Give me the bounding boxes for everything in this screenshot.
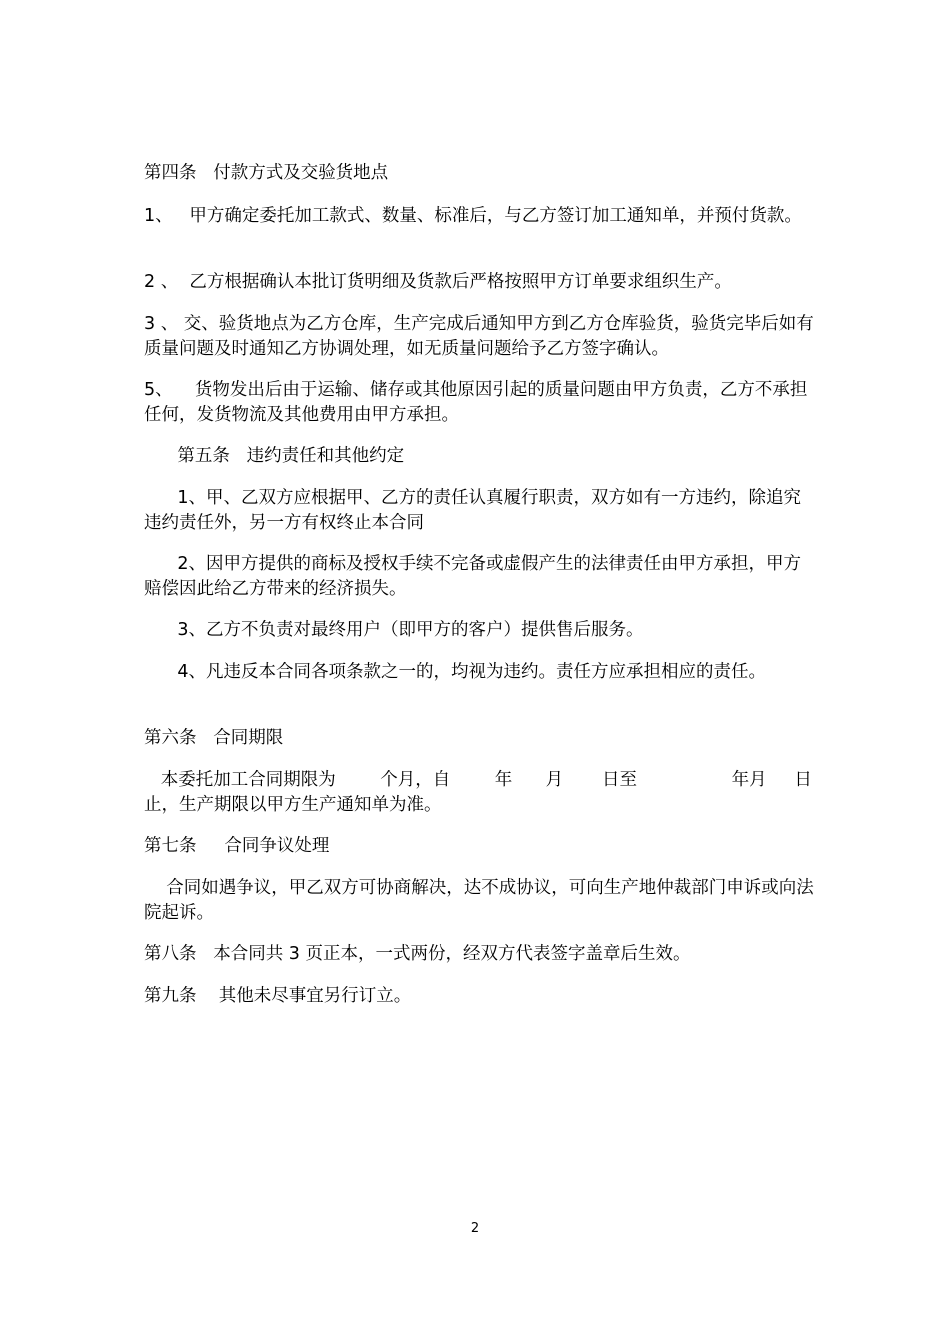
article-7-body: 合同如遇争议，甲乙双方可协商解决，达不成协议，可向生产地仲裁部门申诉或向法院起诉。 bbox=[144, 878, 814, 923]
article-5-clause-1: 1、甲、乙双方应根据甲、乙方的责任认真履行职责，双方如有一方违约，除追究违约责任外，另一方有权终止本合同 bbox=[144, 488, 802, 533]
article-8: 第八条 本合同共 3 页正本，一式两份，经双方代表签字盖章后生效。 bbox=[144, 944, 691, 964]
article-5-heading: 第五条 违约责任和其他约定 bbox=[144, 446, 405, 466]
article-4-clause-5: 5、 货物发出后由于运输、储存或其他原因引起的质量问题由甲方负责，乙方不承担任何，发货物流及其他费用由甲方承担。 bbox=[144, 380, 808, 425]
article-5-clause-2: 2、因甲方提供的商标及授权手续不完备或虚假产生的法律责任由甲方承担，甲方赔偿因此给乙方带来的经济损失。 bbox=[144, 554, 802, 599]
article-5-clause-4: 4、凡违反本合同各项条款之一的，均视为违约。责任方应承担相应的责任。 bbox=[144, 662, 767, 682]
article-6-heading: 第六条 合同期限 bbox=[144, 728, 284, 748]
article-4-clause-2: 2 、 乙方根据确认本批订货明细及货款后严格按照甲方订单要求组织生产。 bbox=[144, 272, 732, 292]
article-4-clause-3: 3 、 交、验货地点为乙方仓库，生产完成后通知甲方到乙方仓库验货，验货完毕后如有质量问题及时通知乙方协调处理，如无质量问题给予乙方签字确认。 bbox=[144, 314, 814, 359]
article-6-body: 本委托加工合同期限为 个月，自 年 月 日至 年月 日止，生产期限以甲方生产通知单为准。 bbox=[144, 770, 812, 815]
article-5-clause-3: 3、乙方不负责对最终用户（即甲方的客户）提供售后服务。 bbox=[144, 620, 644, 640]
article-9: 第九条 其他未尽事宜另行订立。 bbox=[144, 986, 412, 1006]
article-4-clause-1: 1、 甲方确定委托加工款式、数量、标准后，与乙方签订加工通知单，并预付货款。 bbox=[144, 206, 802, 226]
page-number: 2 bbox=[470, 1221, 480, 1236]
article-7-heading: 第七条 合同争议处理 bbox=[144, 836, 330, 856]
article-4-heading: 第四条 付款方式及交验货地点 bbox=[144, 163, 389, 183]
